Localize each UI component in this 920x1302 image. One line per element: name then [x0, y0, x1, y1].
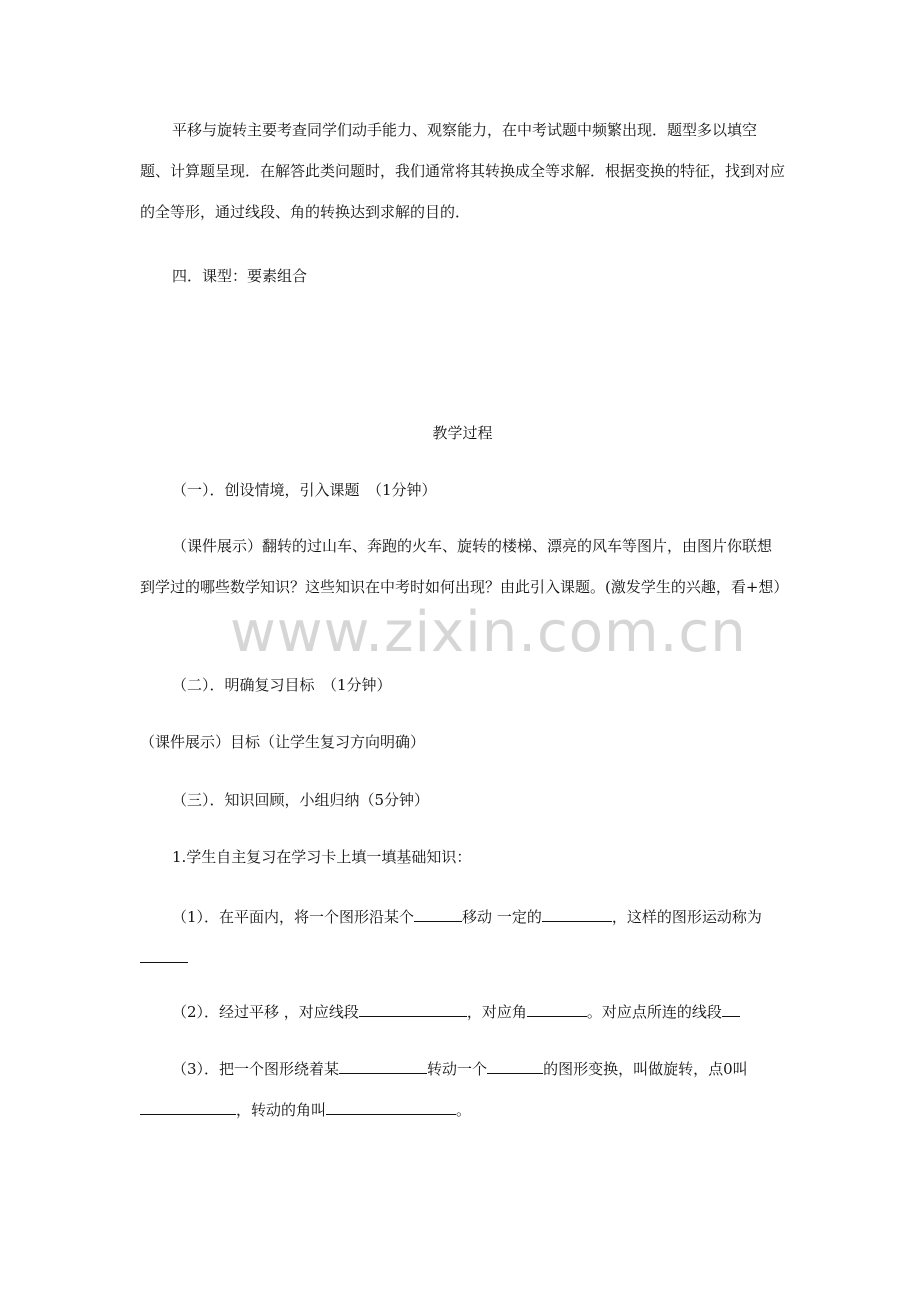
question-2-text-a: （2）．经过平移 ，对应线段	[172, 1003, 359, 1021]
section-2-body: （课件展示）目标（让学生复习方向明确）	[140, 733, 426, 751]
lesson-type: 四．课型：要素组合	[172, 267, 308, 285]
question-3-text-c: 的图形变换，叫做旋转，点0叫	[543, 1060, 748, 1078]
question-1-text-c: ，这样的图形运动称为	[611, 908, 762, 926]
question-1-text-b: 移动 一定的	[462, 908, 542, 926]
question-1-blank-b	[542, 906, 612, 922]
intro-paragraph: 平移与旋转主要考查同学们动手能力、观察能力，在中考试题中频繁出现．题型多以填空题、计算题呈现．在解答此类问题时，我们通常将其转换成全等求解．根据变换的特征，找到对应的全等形，通过线段、角的转换达到求解的目的．	[140, 121, 786, 221]
section-2-heading: （二）．明确复习目标 （1分钟）	[172, 676, 392, 694]
question-2-text-c: 。对应点所连的线段	[586, 1003, 722, 1021]
question-3-text-e: 。	[456, 1101, 472, 1119]
question-1-blank-c	[140, 947, 188, 963]
question-3-text-d: ，转动的角叫	[236, 1101, 327, 1119]
process-title: 教学过程	[432, 424, 493, 442]
section-1-heading: （一）．创设情境，引入课题 （1分钟）	[172, 481, 437, 499]
question-3-text-b: 转动一个	[427, 1060, 488, 1078]
question-2	[140, 992, 785, 1033]
question-1	[140, 897, 785, 979]
question-1-blank-a	[414, 906, 462, 922]
question-3-blank-d	[326, 1099, 456, 1115]
question-2-blank-b	[527, 1001, 587, 1017]
section-3-item-1: 1.学生自主复习在学习卡上填一填基础知识：	[172, 848, 472, 866]
section-1-body: （课件展示）翻转的过山车、奔跑的火车、旋转的楼梯、漂亮的风车等图片，由图片你联想到学过的哪些数学知识？这些知识在中考时如何出现？由此引入课题。(激发学生的兴趣，看+想）	[140, 537, 789, 596]
watermark: www.zixin.com.cn	[230, 600, 747, 665]
question-2-blank-c	[722, 1001, 740, 1017]
question-3-text-a: （3）．把一个图形绕着某	[172, 1060, 340, 1078]
question-2-blank-a	[359, 1001, 467, 1017]
question-2-text-b: ，对应角	[466, 1003, 527, 1021]
question-1-text-a: （1）．在平面内，将一个图形沿某个	[172, 908, 415, 926]
question-3-blank-a	[339, 1058, 427, 1074]
question-3-blank-b	[487, 1058, 543, 1074]
question-3	[140, 1049, 785, 1131]
question-3-blank-c	[140, 1099, 236, 1115]
section-3-heading: （三）．知识回顾，小组归纳（5分钟）	[172, 791, 430, 809]
